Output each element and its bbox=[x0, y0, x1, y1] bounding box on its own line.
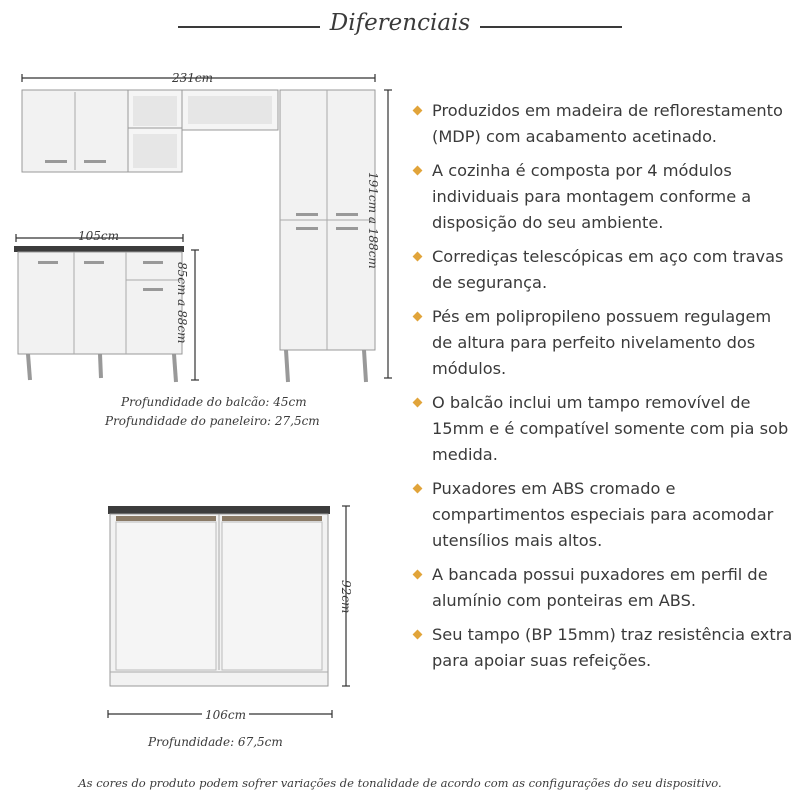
feature-item bbox=[414, 476, 796, 554]
diamond-bullet-icon bbox=[413, 252, 423, 262]
feature-text: A cozinha é composta por 4 módulos individuais para montagem conforme a disposição do seu ambiente. bbox=[432, 161, 752, 232]
diamond-bullet-icon bbox=[413, 106, 423, 116]
diamond-bullet-icon bbox=[413, 630, 423, 640]
page-header bbox=[0, 6, 800, 42]
feature-text: Corrediças telescópicas em aço com travas de segurança. bbox=[432, 247, 784, 292]
feature-text: Seu tampo (BP 15mm) traz resistência extra para apoiar suas refeições. bbox=[432, 625, 793, 670]
feature-item bbox=[414, 98, 796, 150]
feature-text: A bancada possui puxadores em perfil de alumínio com ponteiras em ABS. bbox=[432, 565, 768, 610]
upper-cabinet bbox=[22, 90, 128, 172]
feature-item bbox=[414, 158, 796, 236]
features-list bbox=[414, 98, 796, 682]
feature-item bbox=[414, 562, 796, 614]
width-counter-label: 105cm bbox=[78, 229, 120, 243]
title-rule-left bbox=[178, 26, 320, 28]
niche-shelf bbox=[182, 90, 278, 130]
feature-text: Puxadores em ABS cromado e compartimentos especiais para acomodar utensílios mais altos. bbox=[432, 479, 774, 550]
page-title: Diferenciais bbox=[329, 10, 471, 36]
diamond-bullet-icon bbox=[413, 570, 423, 580]
diamond-bullet-icon bbox=[413, 484, 423, 494]
feature-item bbox=[414, 304, 796, 382]
depth-bench-note: Profundidade: 67,5cm bbox=[148, 735, 283, 749]
color-disclaimer: As cores do produto podem sofrer variações de tonalidade de acordo com as configurações do seu dispositivo. bbox=[78, 776, 722, 790]
feature-text: Produzidos em madeira de reflorestamento (MDP) com acabamento acetinado. bbox=[432, 101, 783, 146]
height-tall-label: 191cm a 188cm bbox=[366, 172, 380, 269]
height-bench-label: 92cm bbox=[339, 580, 353, 614]
bench-cabinet bbox=[108, 506, 330, 686]
feature-text: O balcão inclui um tampo removível de 15mm e é compatível somente com pia sob medida. bbox=[432, 393, 789, 464]
width-bench-label: 106cm bbox=[202, 708, 249, 722]
height-counter-label: 85cm a 88cm bbox=[175, 262, 189, 344]
bench-illustration bbox=[100, 500, 360, 730]
open-shelf bbox=[128, 90, 182, 172]
diamond-bullet-icon bbox=[413, 166, 423, 176]
title-rule-right bbox=[480, 26, 622, 28]
counter-cabinet bbox=[14, 246, 184, 382]
feature-item bbox=[414, 390, 796, 468]
feature-item bbox=[414, 622, 796, 674]
tall-pantry bbox=[280, 90, 375, 382]
width-total-label: 231cm bbox=[172, 71, 214, 85]
feature-text: Pés em polipropileno possuem regulagem de altura para perfeito nivelamento dos módulos. bbox=[432, 307, 772, 378]
diamond-bullet-icon bbox=[413, 312, 423, 322]
depth-counter-note: Profundidade do balcão: 45cm bbox=[121, 395, 307, 409]
diamond-bullet-icon bbox=[413, 398, 423, 408]
kitchen-modules-illustration bbox=[0, 60, 410, 390]
feature-item bbox=[414, 244, 796, 296]
depth-pantry-note: Profundidade do paneleiro: 27,5cm bbox=[105, 414, 320, 428]
